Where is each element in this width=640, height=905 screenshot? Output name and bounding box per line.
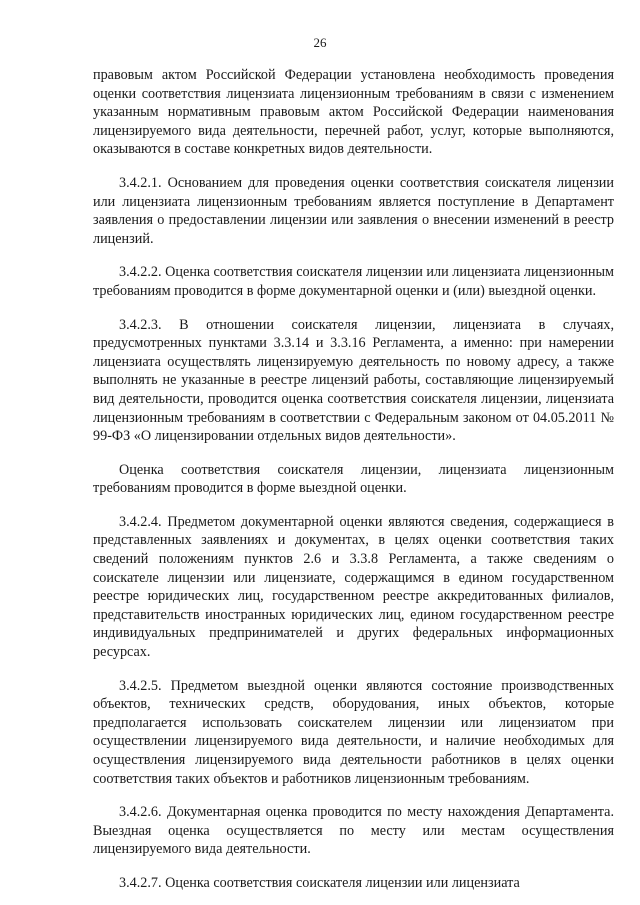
paragraph-exit-assessment-note: Оценка соответствия соискателя лицензии, лицензиата лицензионным требованиям проводится в форме выездной оценки. xyxy=(93,461,614,497)
paragraph-3-4-2-3: 3.4.2.3. В отношении соискателя лицензии, лицензиата в случаях, предусмотренных пунктами 3.3.14 и 3.3.16 Регламента, а именно: при намерении лицензиата осуществлять лицензируемую деятельность по новому адресу, а также выполнять не указанные в реестре лицензий работы, составляющие лицензируемый вид деятельности, проводится оценка соответствия соискателя лицензии, лицензиата лицензионным требованиям в соответствии с Федеральным законом от 04.05.2011 № 99-ФЗ «О лицензировании отдельных видов деятельности». xyxy=(93,316,614,445)
document-body xyxy=(93,66,614,893)
page-number: 26 xyxy=(313,35,327,50)
paragraph-3-4-2-6: 3.4.2.6. Документарная оценка проводится по месту нахождения Департамента. Выездная оценка осуществляется по месту или местам осуществления лицензируемого вида деятельности. xyxy=(93,804,614,858)
paragraph-continuation: правовым актом Российской Федерации установлена необходимость проведения оценки соответствия лицензиата лицензионным требованиям в связи с изменением указанным нормативным правовым актом Российской Федерации наименования лицензируемого вида деятельности, перечней работ, услуг, которые выполняются, оказываются в составе конкретных видов деятельности. xyxy=(93,67,614,158)
paragraph-3-4-2-5: 3.4.2.5. Предметом выездной оценки являются состояние производственных объектов, технических средств, оборудования, иных объектов, которые предполагается использовать соискателем лицензии или лицензиатом при осуществлении лицензируемого вида деятельности, и наличие необходимых для осуществления лицензируемого вида деятельности работников в целях оценки соответствия таких объектов и работников лицензионным требованиям. xyxy=(93,677,614,787)
paragraph-3-4-2-2: 3.4.2.2. Оценка соответствия соискателя лицензии или лицензиата лицензионным требованиям проводится в форме документарной оценки и (или) выездной оценки. xyxy=(93,264,614,299)
paragraph-3-4-2-7: 3.4.2.7. Оценка соответствия соискателя лицензии или лицензиата xyxy=(119,874,520,891)
paragraph-3-4-2-4: 3.4.2.4. Предметом документарной оценки являются сведения, содержащиеся в представленных заявлениях и документах, в целях оценки соответствия таких сведений положениям пунктов 2.6 и 3.3.8 Регламента, а также сведениям о соискателе лицензии или лицензиате, содержащимся в едином государственном реестре юридических лиц, государственном реестре аккредитованных филиалов, представительств иностранных юридических лиц, едином государственном реестре индивидуальных предпринимателей и других федеральных информационных ресурсах. xyxy=(93,513,614,661)
paragraph-3-4-2-1: 3.4.2.1. Основанием для проведения оценки соответствия соискателя лицензии или лицензиата лицензионным требованиям является поступление в Департамент заявления о предоставлении лицензии или заявления о внесении изменений в реестр лицензий. xyxy=(93,174,614,247)
